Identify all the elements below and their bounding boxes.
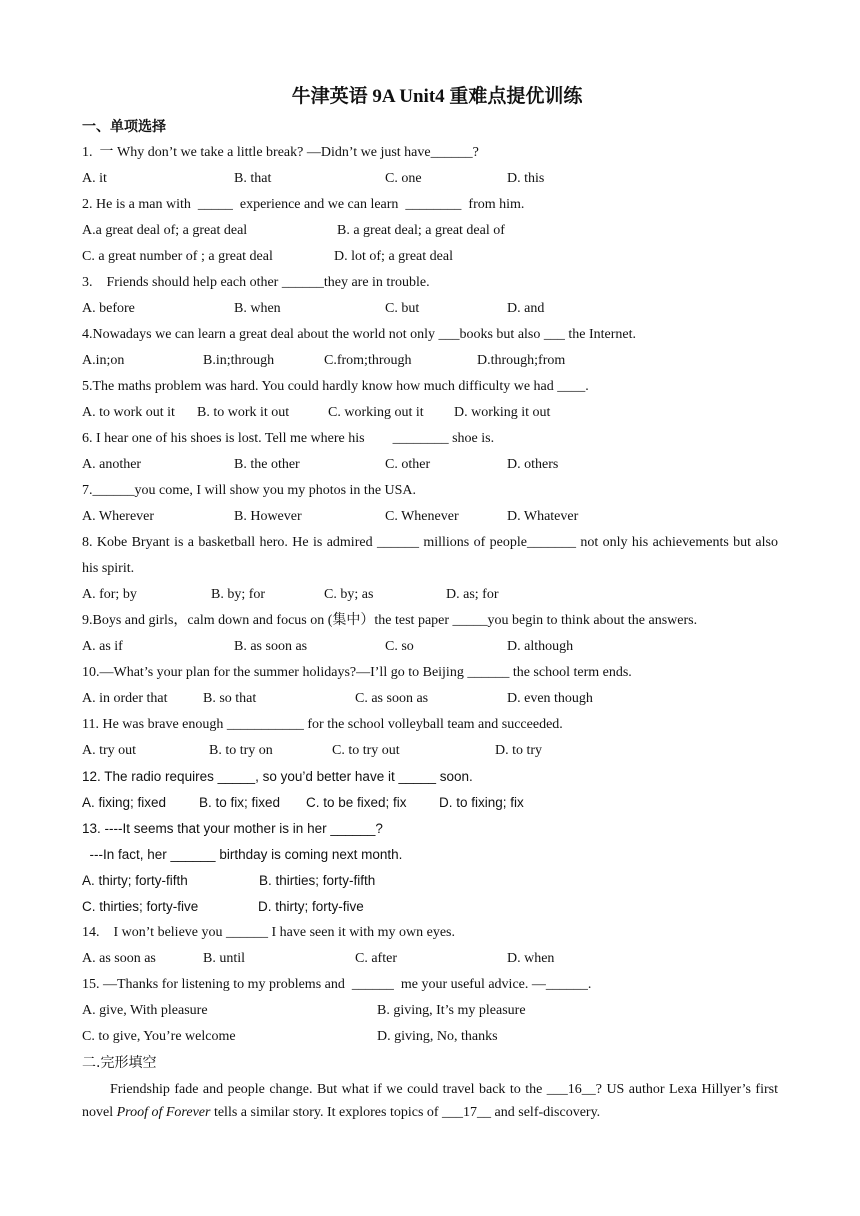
option-a: A. it — [82, 171, 107, 186]
option-d: D. giving, No, thanks — [377, 1029, 498, 1044]
option-c: C. working out it — [328, 405, 424, 420]
option-row — [82, 738, 778, 764]
option-a: A. to work out it — [82, 405, 175, 420]
passage-text: Friendship fade and people change. But what if we could travel back to the ___16__? US author Lexa Hillyer’s first novel — [82, 1082, 778, 1120]
option-row — [82, 296, 778, 322]
option-b: B. as soon as — [234, 639, 308, 654]
option-c: C.from;through — [324, 353, 412, 368]
option-d: D.through;from — [477, 353, 566, 368]
option-row — [82, 998, 778, 1024]
question-stem: 13. ----It seems that your mother is in her ______? — [82, 821, 383, 836]
option-b: B. to fix; fixed — [199, 795, 281, 810]
option-b: B. the other — [234, 457, 300, 472]
option-b: B. when — [234, 301, 281, 316]
option-b: B. However — [234, 509, 302, 524]
option-a: A. give, With pleasure — [82, 1003, 208, 1018]
option-row — [82, 686, 778, 712]
question-stem: 11. He was brave enough ___________ for the school volleyball team and succeeded. — [82, 717, 563, 732]
option-b: B. to try on — [209, 743, 273, 758]
option-b: B. giving, It’s my pleasure — [377, 1003, 526, 1018]
option-row — [82, 634, 778, 660]
option-row — [82, 894, 778, 920]
option-a: A. for; by — [82, 587, 137, 602]
option-d: D. thirty; forty-five — [258, 899, 364, 914]
question-stem: 14. I won’t believe you ______ I have seen it with my own eyes. — [82, 925, 456, 940]
option-b: B.in;through — [203, 353, 275, 368]
option-row — [82, 348, 778, 374]
page-title: 牛津英语 9A Unit4 重难点提优训练 — [291, 86, 583, 107]
option-d: D. to fixing; fix — [439, 795, 524, 810]
question-stem: 2. He is a man with _____ experience and we can learn ________ from him. — [82, 197, 525, 212]
option-b: B. a great deal; a great deal of — [337, 223, 505, 238]
question-stem: 6. I hear one of his shoes is lost. Tell me where his ________ shoe is. — [82, 431, 495, 446]
option-row — [82, 504, 778, 530]
option-c: C. as soon as — [355, 691, 429, 706]
option-a: A.in;on — [82, 353, 125, 368]
option-c: C. but — [385, 301, 420, 316]
option-row — [82, 218, 778, 244]
option-b: B. until — [203, 951, 246, 966]
option-row — [82, 868, 778, 894]
question-stem: 4.Nowadays we can learn a great deal about the world not only ___books but also ___ the Internet. — [82, 327, 637, 342]
question-stem: 7.______you come, I will show you my photos in the USA. — [82, 483, 417, 498]
question-stem: 9.Boys and girls，calm down and focus on (集中）the test paper _____you begin to think about the answers. — [82, 613, 698, 628]
option-d: D. lot of; a great deal — [334, 249, 453, 264]
option-a: A. another — [82, 457, 142, 472]
question-stem: 10.—What’s your plan for the summer holidays?—I’ll go to Beijing ______ the school term ends. — [82, 665, 632, 680]
option-c: C. a great number of ; a great deal — [82, 249, 273, 264]
question-stem: 12. The radio requires _____, so you’d better have it _____ soon. — [82, 769, 473, 784]
option-d: D. Whatever — [507, 509, 579, 524]
option-c: C. by; as — [324, 587, 374, 602]
option-d: D. as; for — [446, 587, 499, 602]
cloze-passage — [82, 1078, 778, 1124]
option-a: A. in order that — [82, 691, 168, 706]
question-stem: 1. 一 Why don’t we take a little break? —Didn’t we just have______? — [82, 145, 479, 160]
option-c: C. to be fixed; fix — [306, 795, 407, 810]
option-row — [82, 582, 778, 608]
document-page — [82, 80, 778, 1124]
option-row — [82, 400, 778, 426]
option-b: B. that — [234, 171, 272, 186]
option-c: C. after — [355, 951, 397, 966]
option-c: C. so — [385, 639, 414, 654]
option-d: D. working it out — [454, 405, 551, 420]
option-a: A. thirty; forty-fifth — [82, 873, 188, 888]
question-stem: 15. —Thanks for listening to my problems and ______ me your useful advice. —______. — [82, 977, 592, 992]
option-a: A. before — [82, 301, 135, 316]
option-d: D. when — [507, 951, 555, 966]
option-c: C. other — [385, 457, 431, 472]
option-c: C. to try out — [332, 743, 400, 758]
option-d: D. others — [507, 457, 559, 472]
question-stem: 5.The maths problem was hard. You could hardly know how much difficulty we had ____. — [82, 379, 589, 394]
section-heading-cloze: 二.完形填空 — [82, 1055, 157, 1071]
option-row — [82, 166, 778, 192]
option-b: B. to work it out — [197, 405, 290, 420]
question-stem: 8. Kobe Bryant is a basketball hero. He is admired ______ millions of people_______ not only his achievements but also his spirit. — [82, 535, 778, 576]
question-stem-reply: ---In fact, her ______ birthday is coming next month. — [82, 847, 403, 862]
passage-text-cont: tells a similar story. It explores topics of ___17__ and self-discovery. — [210, 1105, 601, 1120]
option-row — [82, 452, 778, 478]
option-a: A.a great deal of; a great deal — [82, 223, 248, 238]
option-row — [82, 244, 778, 270]
option-a: A. try out — [82, 743, 137, 758]
option-d: D. and — [507, 301, 545, 316]
option-a: A. Wherever — [82, 509, 155, 524]
option-row — [82, 1024, 778, 1050]
option-b: B. by; for — [211, 587, 266, 602]
section-heading-single-choice: 一、单项选择 — [82, 119, 166, 135]
question-stem: 3. Friends should help each other ______they are in trouble. — [82, 275, 430, 290]
option-a: A. as if — [82, 639, 123, 654]
option-d: D. even though — [507, 691, 593, 706]
option-a: A. as soon as — [82, 951, 156, 966]
option-row — [82, 946, 778, 972]
book-title: Proof of Forever — [116, 1105, 211, 1120]
option-c: C. one — [385, 171, 422, 186]
option-row — [82, 790, 778, 816]
option-c: C. to give, You’re welcome — [82, 1029, 236, 1044]
option-d: D. to try — [495, 743, 543, 758]
option-a: A. fixing; fixed — [82, 795, 167, 810]
option-b: B. so that — [203, 691, 257, 706]
option-d: D. although — [507, 639, 574, 654]
option-c: C. thirties; forty-five — [82, 899, 199, 914]
option-d: D. this — [507, 171, 545, 186]
option-c: C. Whenever — [385, 509, 459, 524]
option-b: B. thirties; forty-fifth — [259, 873, 376, 888]
